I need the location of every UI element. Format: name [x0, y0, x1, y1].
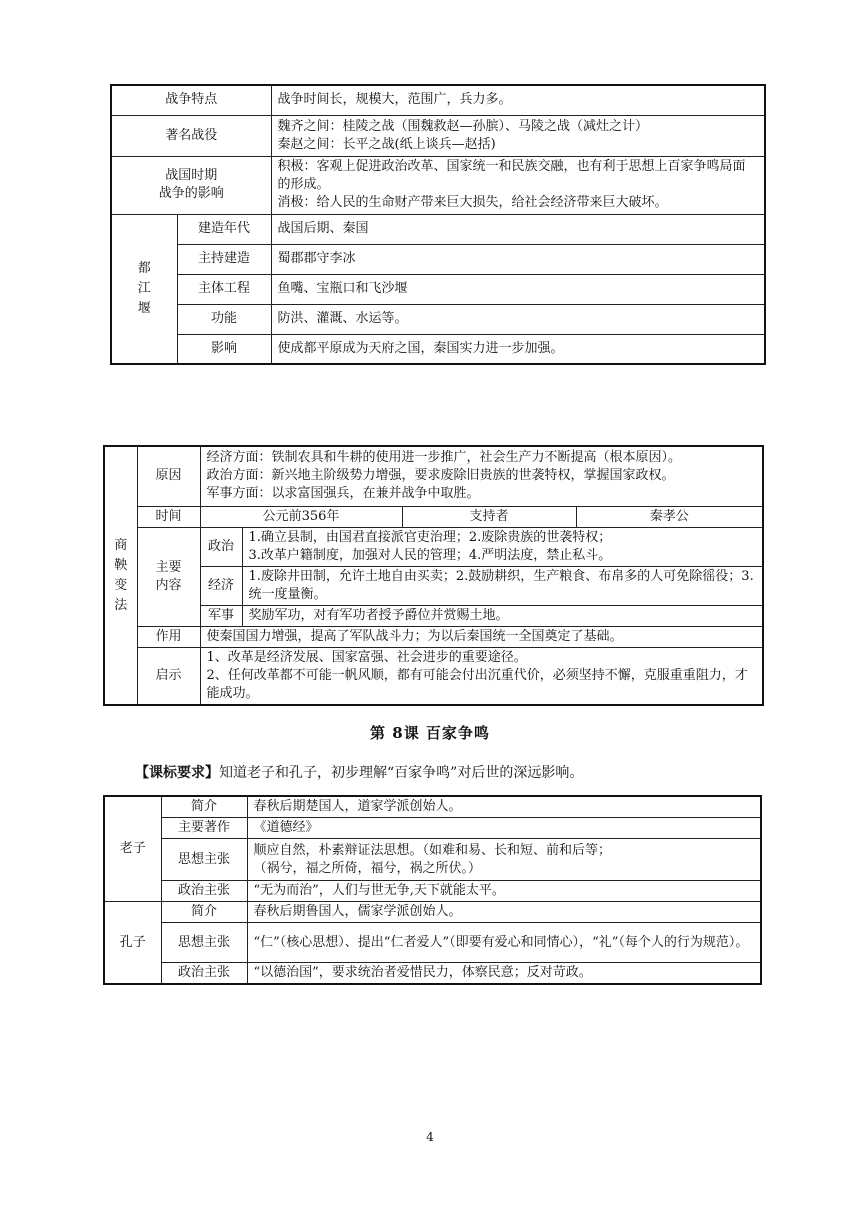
kongzi-row-content: 春秋后期鲁国人，儒家学派创始人。 — [247, 902, 761, 923]
dujiangyan-row-label: 建造年代 — [177, 214, 271, 244]
dujiangyan-row-label: 主体工程 — [177, 274, 271, 304]
military-content: 奖励军功，对有军功者授予爵位并赏赐土地。 — [242, 605, 763, 626]
shang-yang-reform-table — [103, 445, 764, 706]
laozi-row-label: 思想主张 — [161, 839, 247, 881]
curriculum-requirement — [135, 762, 583, 782]
war-impact-content: 积极：客观上促进政治改革、国家统一和民族交融，也有利于思想上百家争鸣局面的形成。 消极：给人民的生命财产带来巨大损失，给社会经济带来巨大破坏。 — [271, 156, 765, 214]
supporter-label: 支持者 — [402, 506, 576, 527]
war-impact-label: 战国时期 战争的影响 — [111, 156, 271, 214]
dujiangyan-row-content: 蜀郡郡守李冰 — [271, 244, 765, 274]
war-feature-content: 战争时间长，规模大，范围广，兵力多。 — [271, 85, 765, 115]
laozi-row-content: 春秋后期楚国人，道家学派创始人。 — [247, 796, 761, 818]
politics-label: 政治 — [200, 527, 242, 566]
kongzi-row-content: “仁”（核心思想）、提出“仁者爱人”（即要有爱心和同情心），“礼”（每个人的行为规范）。 — [247, 923, 761, 963]
inspiration-label: 启示 — [137, 647, 200, 705]
dujiangyan-row-content: 战国后期、秦国 — [271, 214, 765, 244]
effect-content: 使秦国国力增强，提高了军队战斗力；为以后秦国统一全国奠定了基础。 — [200, 626, 763, 647]
dujiangyan-row-label: 主持建造 — [177, 244, 271, 274]
supporter-value: 秦孝公 — [576, 506, 763, 527]
reason-content: 经济方面：铁制农具和牛耕的使用进一步推广，社会生产力不断提高（根本原因）。 政治方面：新兴地主阶级势力增强，要求废除旧贵族的世袭特权，掌握国家政权。 军事方面：以求富国强兵，在兼并战争中取胜。 — [200, 446, 763, 506]
dujiangyan-row-label: 功能 — [177, 304, 271, 334]
lesson-title: 第 8课 百家争鸣 — [370, 724, 490, 742]
dujiangyan-row-content: 使成都平原成为天府之国，秦国实力进一步加强。 — [271, 334, 765, 364]
laozi-row-content: “无为而治”，人们与世无争,天下就能太平。 — [247, 881, 761, 902]
war-feature-label: 战争特点 — [111, 85, 271, 115]
laozi-row-content: 顺应自然，朴素辩证法思想。（如难和易、长和短、前和后等； （祸兮，福之所倚，福兮，祸之所伏。） — [247, 839, 761, 881]
dujiangyan-row-content: 防洪、灌溉、水运等。 — [271, 304, 765, 334]
laozi-row-label: 主要著作 — [161, 818, 247, 839]
time-label: 时间 — [137, 506, 200, 527]
kongzi-row-label: 思想主张 — [161, 923, 247, 963]
kongzi-row-content: “以德治国”，要求统治者爱惜民力，体察民意；反对苛政。 — [247, 963, 761, 985]
dujiangyan-row-content: 鱼嘴、宝瓶口和飞沙堰 — [271, 274, 765, 304]
military-label: 军事 — [200, 605, 242, 626]
famous-battles-label: 著名战役 — [111, 115, 271, 156]
requirement-tag: 【课标要求】 — [135, 765, 219, 781]
dujiangyan-title: 都江堰 — [111, 214, 177, 364]
hundred-schools-table — [103, 795, 762, 985]
inspiration-content: 1、改革是经济发展、国家富强、社会进步的重要途径。 2、任何改革都不可能一帆风顺，都有可能会付出沉重代价，必须坚持不懈，克服重重阻力，才能成功。 — [200, 647, 763, 705]
reform-title: 商鞅变法 — [104, 446, 137, 705]
laozi-row-label: 政治主张 — [161, 881, 247, 902]
main-content-label: 主要 内容 — [137, 527, 200, 626]
time-value: 公元前356年 — [200, 506, 402, 527]
effect-label: 作用 — [137, 626, 200, 647]
politics-content: 1.确立县制，由国君直接派官吏治理；2.废除贵族的世袭特权； 3.改革户籍制度，加强对人民的管理；4.严明法度，禁止私斗。 — [242, 527, 763, 566]
economy-content: 1.废除井田制，允许土地自由买卖；2.鼓励耕织，生产粮食、布帛多的人可免除徭役；3.统一度量衡。 — [242, 566, 763, 605]
warring-states-table — [110, 84, 766, 365]
reason-label: 原因 — [137, 446, 200, 506]
laozi-name: 老子 — [104, 796, 161, 902]
laozi-row-label: 简介 — [161, 796, 247, 818]
dujiangyan-row-label: 影响 — [177, 334, 271, 364]
kongzi-row-label: 简介 — [161, 902, 247, 923]
requirement-text: 知道老子和孔子，初步理解“百家争鸣”对后世的深远影响。 — [219, 765, 584, 781]
famous-battles-content: 魏齐之间：桂陵之战（围魏救赵—孙膑）、马陵之战（减灶之计） 秦赵之间：长平之战(纸上谈兵—赵括) — [271, 115, 765, 156]
laozi-row-content: 《道德经》 — [247, 818, 761, 839]
economy-label: 经济 — [200, 566, 242, 605]
page-number: 4 — [426, 1130, 434, 1144]
kongzi-row-label: 政治主张 — [161, 963, 247, 985]
kongzi-name: 孔子 — [104, 902, 161, 985]
